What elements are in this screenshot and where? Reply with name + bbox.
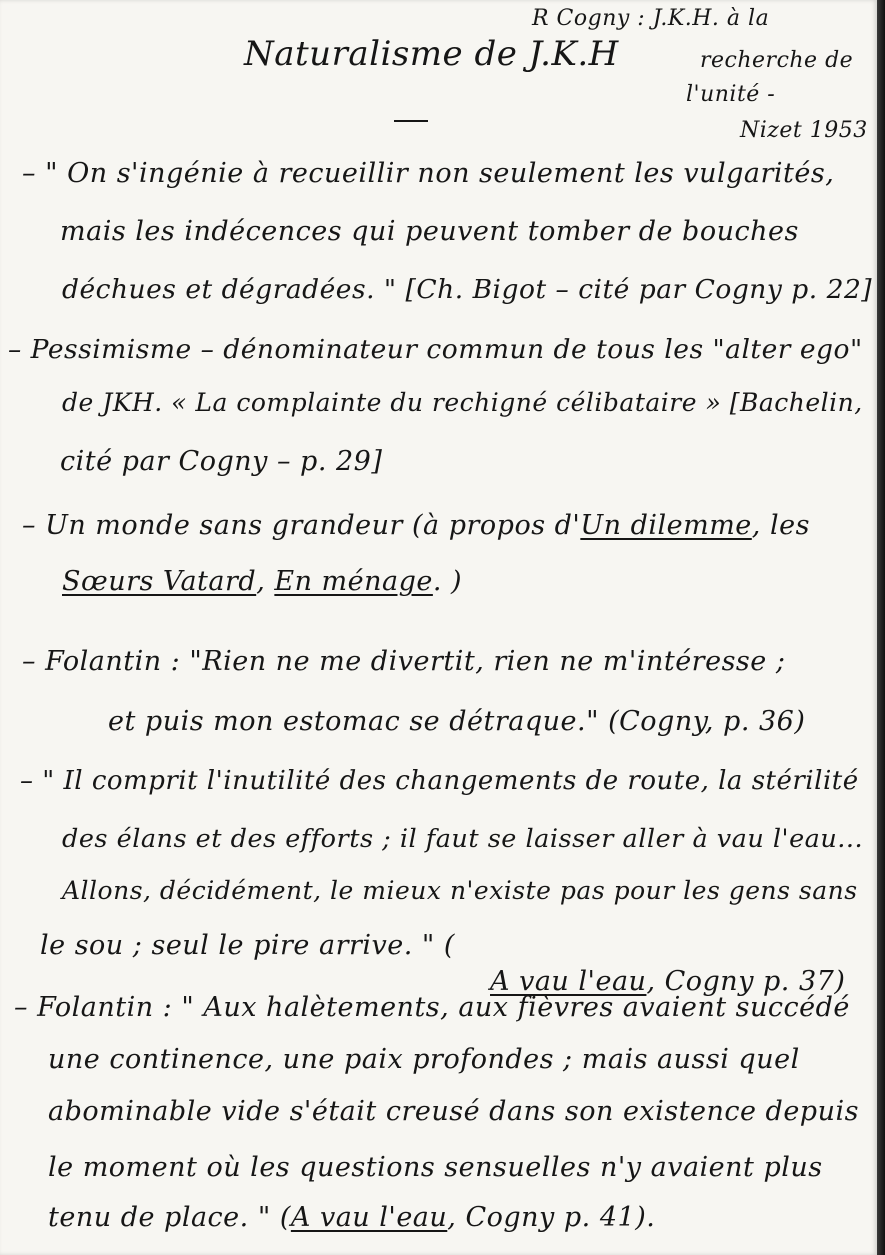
entry-6-line-4: le moment où les questions sensuelles n'y avaient plus	[48, 1152, 823, 1183]
entry-5-text-b: , Cogny p. 37)	[646, 966, 846, 997]
entry-4-line-2: et puis mon estomac se détraque." (Cogny, p. 36)	[108, 706, 806, 737]
entry-6-line-2: une continence, une paix profondes ; mais aussi quel	[48, 1044, 800, 1075]
entry-3-text-b: , les	[751, 510, 810, 541]
entry-3-title-soeurs-vatard: Sœurs Vatard	[62, 566, 257, 597]
entry-1-line-1: – " On s'ingénie à recueillir non seulement les vulgarités,	[22, 158, 835, 189]
entry-6-line-3: abominable vide s'était creusé dans son existence depuis	[48, 1096, 859, 1127]
entry-5-line-2: des élans et des efforts ; il faut se laisser aller à vau l'eau...	[62, 824, 864, 854]
entry-2-line-2: de JKH. « La complainte du rechigné célibataire » [Bachelin,	[62, 388, 863, 417]
scan-edge	[877, 0, 885, 1255]
entry-3-title-en-menage: En ménage	[274, 566, 433, 597]
entry-3-text-d: . )	[432, 566, 463, 597]
entry-5-line-4: le sou ; seul le pire arrive. " (	[40, 930, 455, 961]
entry-5-line-3: Allons, décidément, le mieux n'existe pas pour les gens sans	[62, 876, 858, 905]
entry-5-line-1: – " Il comprit l'inutilité des changements de route, la stérilité	[20, 766, 859, 796]
entry-5-title-a-vau-leau: A vau l'eau	[490, 966, 647, 997]
entry-2-line-1: – Pessimisme – dénominateur commun de tous les "alter ego"	[8, 334, 863, 365]
entry-4-line-1: – Folantin : "Rien ne me divertit, rien ne m'intéresse ;	[22, 646, 786, 677]
title-underline-dash	[394, 120, 428, 122]
reference-line-4: Nizet 1953	[740, 118, 868, 143]
entry-3-line-2	[62, 566, 462, 597]
entry-6-line-1: – Folantin : " Aux halètements, aux fièvres avaient succédé	[14, 992, 850, 1023]
entry-1-line-3: déchues et dégradées. " [Ch. Bigot – cité par Cogny p. 22]	[62, 274, 873, 305]
entry-3-line-1	[22, 510, 810, 541]
reference-line-3: l'unité -	[686, 82, 776, 107]
entry-6-text-a: tenu de place. " (	[48, 1202, 291, 1233]
reference-line-2: recherche de	[700, 48, 854, 73]
entry-6-text-b: , Cogny p. 41).	[447, 1202, 656, 1233]
entry-3-title-un-dilemme: Un dilemme	[580, 510, 752, 541]
entry-3-text-c: ,	[256, 566, 275, 597]
entry-6-line-5	[48, 1202, 655, 1233]
entry-6-title-a-vau-leau: A vau l'eau	[290, 1202, 448, 1233]
reference-line-1: R Cogny : J.K.H. à la	[532, 6, 770, 31]
entry-1-line-2: mais les indécences qui peuvent tomber de bouches	[60, 216, 799, 247]
entry-3-text-a: – Un monde sans grandeur (à propos d'	[22, 510, 581, 541]
page-title: Naturalisme de J.K.H	[244, 34, 619, 74]
entry-2-line-3: cité par Cogny – p. 29]	[60, 446, 383, 477]
